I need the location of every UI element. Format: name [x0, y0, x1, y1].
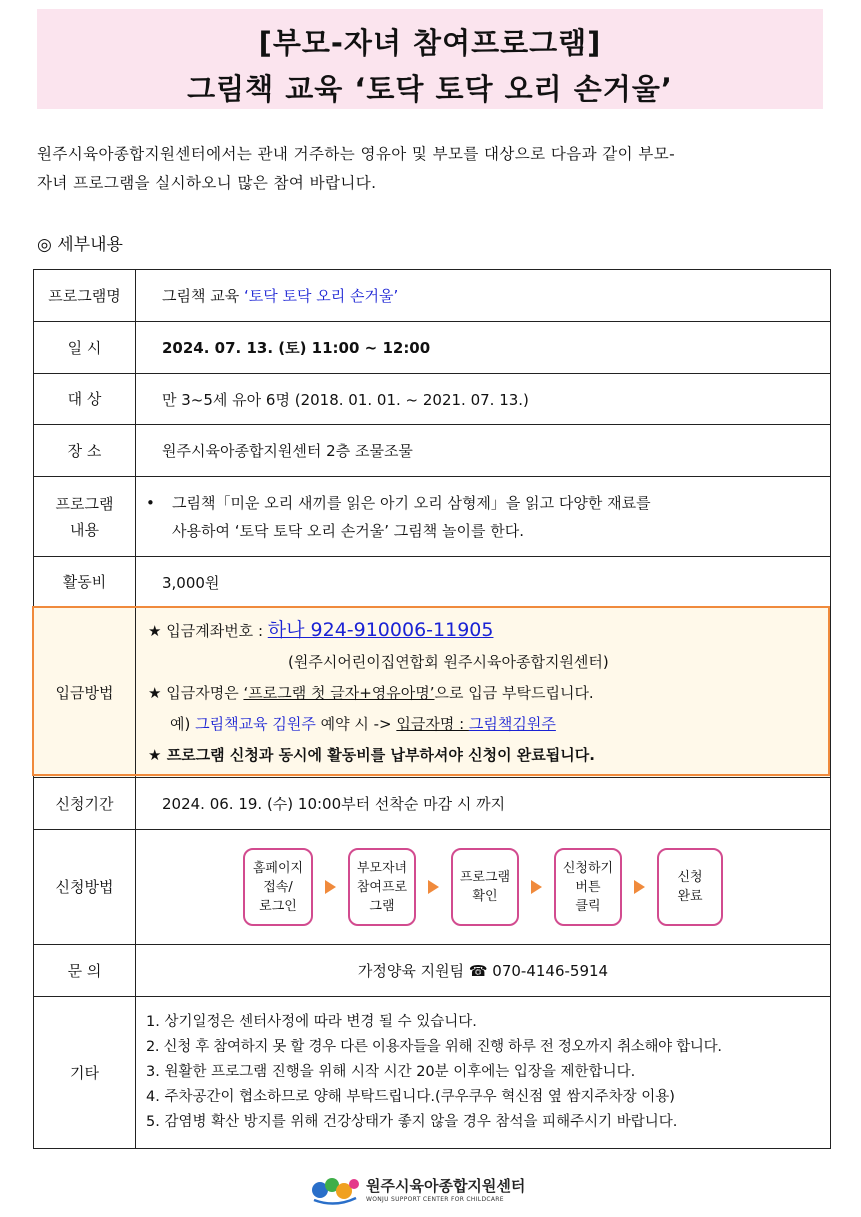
etc-item: 4. 주차공간이 협소하므로 양해 부탁드립니다.(쿠우쿠우 혁신점 옆 쌈지주차장 이용): [146, 1089, 675, 1105]
details-table: [33, 269, 831, 1149]
arrow-right-icon: [531, 880, 542, 894]
step-text: 버튼: [575, 879, 601, 895]
method-steps: [136, 848, 830, 926]
account-holder: (원주시어린이집연합회 원주시육아종합지원센터): [288, 652, 609, 671]
etc-item: 2. 신청 후 참여하지 못 할 경우 다른 이용자들을 위해 진행 하루 전 정오까지 취소해야 합니다.: [146, 1039, 722, 1055]
target-value: 만 3~5세 유아 6명 (2018. 01. 01. ~ 2021. 07. 13.): [136, 374, 831, 425]
notice-text: 프로그램 신청과 동시에 활동비를 납부하셔야 신청이 완료됩니다.: [166, 745, 595, 764]
row-payment: [34, 608, 831, 778]
row-fee: [34, 557, 831, 608]
place-value: 원주시육아종합지원센터 2층 조물조물: [136, 425, 831, 477]
payment-value: [136, 608, 831, 778]
content-line1: 그림책「미운 오리 새끼를 읽은 아기 오리 삼형제」을 읽고 다양한 재료를: [172, 493, 651, 512]
method-label: 신청방법: [34, 830, 136, 945]
row-method: [34, 830, 831, 945]
contact-label: 문 의: [34, 945, 136, 997]
example-label: 입금자명 :: [396, 714, 469, 733]
row-etc: [34, 997, 831, 1149]
example-name: 그림책김원주: [468, 714, 556, 733]
contact-phone: 070-4146-5914: [487, 962, 609, 980]
example-program: 그림책교육 김원주: [195, 714, 316, 733]
datetime-label: 일 시: [34, 322, 136, 374]
intro-line2: 자녀 프로그램을 실시하오니 많은 참여 바랍니다.: [37, 174, 377, 192]
star-icon: ★: [148, 621, 162, 640]
page-title-line2: 그림책 교육 ‘토닥 토닥 오리 손거울’: [187, 72, 673, 106]
intro-paragraph: [37, 140, 827, 198]
payment-notice: [148, 740, 830, 771]
place-label: 장 소: [34, 425, 136, 477]
name-suffix: 으로 입금 부탁드립니다.: [434, 683, 594, 702]
row-contact: [34, 945, 831, 997]
footer-logo: [310, 1172, 525, 1206]
program-name-prefix: 그림책 교육: [162, 287, 244, 305]
intro-line1: 원주시육아종합지원센터에서는 관내 거주하는 영유아 및 부모를 대상으로 다음과 같이 부모-: [37, 145, 676, 163]
program-name-title: ‘토닥 토닥 오리 손거울’: [244, 287, 399, 305]
step-text: 확인: [472, 889, 498, 904]
etc-value: [136, 997, 831, 1149]
row-target: [34, 374, 831, 425]
payment-example-line: [148, 709, 830, 740]
step-text: 부모자녀: [356, 860, 408, 876]
etc-item: 3. 원활한 프로그램 진행을 위해 시작 시간 20분 이후에는 입장을 제한합니다.: [146, 1064, 636, 1080]
section-header: ◎ 세부내용: [37, 235, 123, 255]
example-prefix: 예): [170, 714, 196, 733]
page-title-line1: [부모-자녀 참여프로그램]: [258, 26, 602, 60]
arrow-right-icon: [428, 880, 439, 894]
step-text: 홈페이지: [252, 860, 304, 876]
org-name: 원주시육아종합지원센터: [366, 1177, 526, 1195]
etc-item: 5. 감염병 확산 방지를 위해 건강상태가 좋지 않을 경우 참석을 피해주시기 바랍니다.: [146, 1114, 678, 1130]
step-text: 그램: [369, 898, 395, 914]
method-value: [136, 830, 831, 945]
account-number: 하나 924-910006-11905: [267, 618, 494, 641]
row-period: [34, 778, 831, 830]
period-label: 신청기간: [34, 778, 136, 830]
contact-value: [136, 945, 831, 997]
contact-team: 가정양육 지원팀: [357, 962, 469, 980]
step-text: 로그인: [259, 898, 297, 914]
star-icon: ★: [148, 745, 162, 764]
content-label-line2: 내용: [70, 520, 99, 539]
star-icon: ★: [148, 683, 162, 702]
etc-item: 1. 상기일정은 센터사정에 따라 변경 될 수 있습니다.: [146, 1014, 477, 1030]
step-text: 신청하기: [562, 860, 614, 876]
row-place: [34, 425, 831, 477]
fee-value: 3,000원: [136, 557, 831, 608]
program-name-label: 프로그램명: [34, 270, 136, 322]
content-bullet: •: [146, 493, 155, 512]
step-complete: [657, 848, 723, 926]
step-text: 완료: [677, 889, 703, 904]
footer-text: [366, 1175, 525, 1203]
org-sub: WONJU SUPPORT CENTER FOR CHILDCARE: [366, 1196, 504, 1203]
name-prefix: 입금자명은: [166, 683, 244, 702]
step-click-apply-button: [554, 848, 622, 926]
payment-name-line: [148, 678, 830, 709]
step-text: 클릭: [575, 898, 601, 914]
payment-label: 입금방법: [34, 608, 136, 778]
target-label: 대 상: [34, 374, 136, 425]
etc-label: 기타: [34, 997, 136, 1149]
fee-label: 활동비: [34, 557, 136, 608]
content-label-line1: 프로그램: [55, 494, 114, 513]
step-homepage-login: [243, 848, 313, 926]
content-line2: 사용하여 ‘토닥 토닥 오리 손거울’ 그림책 놀이를 한다.: [172, 521, 524, 540]
step-text: 프로그램: [459, 870, 511, 885]
content-label: [34, 477, 136, 557]
row-datetime: [34, 322, 831, 374]
center-logo-icon: [310, 1172, 360, 1206]
arrow-right-icon: [634, 880, 645, 894]
datetime-value: 2024. 07. 13. (토) 11:00 ~ 12:00: [136, 322, 831, 374]
example-mid: 예약 시 ->: [315, 714, 397, 733]
name-format: ‘프로그램 첫 글자+영유아명’: [243, 683, 435, 702]
step-text: 신청: [677, 870, 703, 885]
content-value: [136, 477, 831, 557]
payment-account-line: [148, 615, 830, 647]
step-check-program: [451, 848, 519, 926]
phone-icon: ☎: [468, 962, 488, 980]
row-program-name: [34, 270, 831, 322]
program-name-value: [136, 270, 831, 322]
period-value: 2024. 06. 19. (수) 10:00부터 선착순 마감 시 까지: [136, 778, 831, 830]
row-content: [34, 477, 831, 557]
step-text: 참여프로: [356, 879, 408, 895]
content-line1-wrap: [146, 489, 830, 517]
arrow-right-icon: [325, 880, 336, 894]
title-banner: [37, 9, 823, 109]
account-label: 입금계좌번호 :: [166, 621, 268, 640]
step-parent-child-program: [348, 848, 416, 926]
step-text: 접속/: [263, 879, 293, 895]
